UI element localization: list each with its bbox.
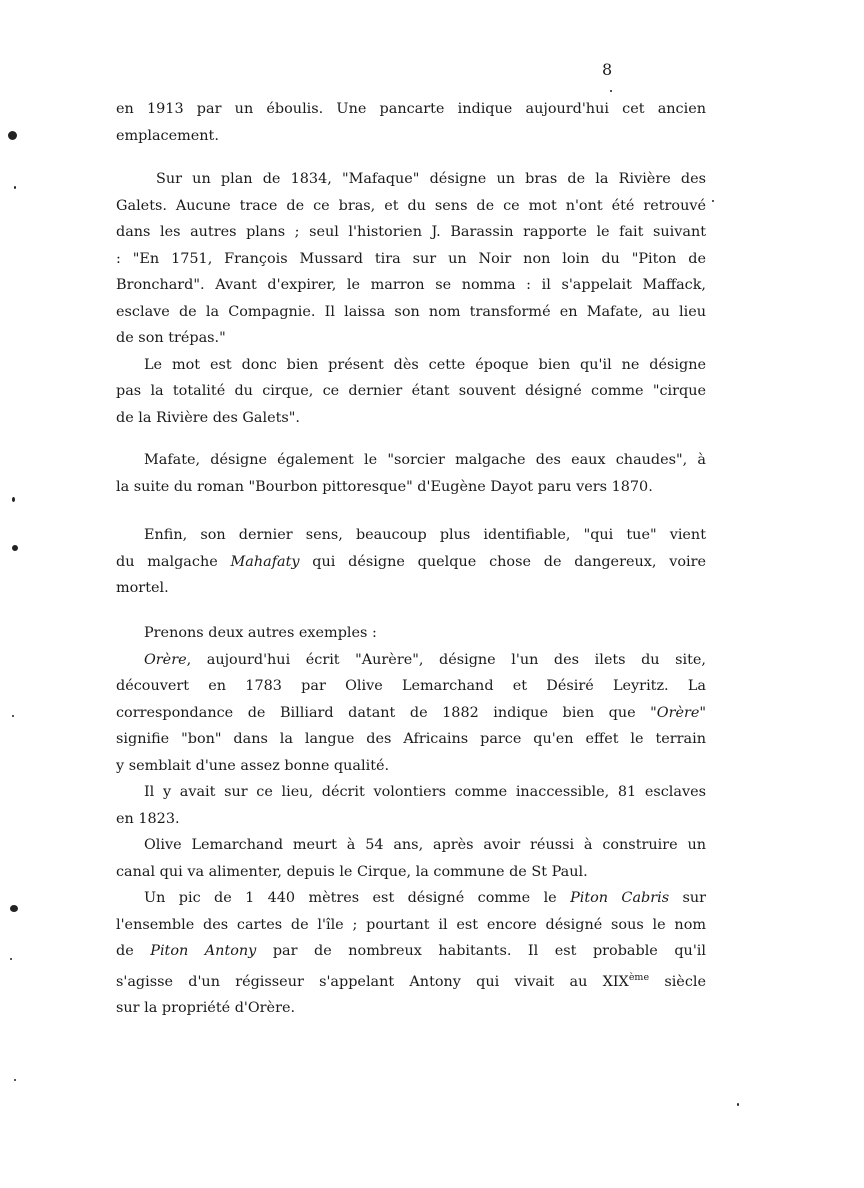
scan-speck <box>610 90 612 92</box>
italic-term: Piton Cabris <box>570 890 670 906</box>
scan-speck <box>10 958 12 960</box>
text-line: Mafate, désigne également le "sorcier malgache des eaux chaudes", à <box>144 452 706 468</box>
italic-term: Mahafaty <box>230 553 300 570</box>
scan-speck <box>10 905 18 912</box>
italic-term: Piton Antony <box>150 943 257 959</box>
text-line: Il y avait sur ce lieu, décrit volontiers comme inaccessible, 81 esclaves <box>144 784 706 800</box>
italic-term: Orère <box>656 704 700 721</box>
scan-speck <box>8 131 17 140</box>
text-run: sur <box>669 890 707 906</box>
text-line: mortel. <box>116 580 169 596</box>
scan-speck <box>12 545 18 551</box>
text-line: Le mot est donc bien présent dès cette époque bien qu'il ne désigne <box>144 356 706 373</box>
text-line: Olive Lemarchand meurt à 54 ans, après avoir réussi à construire un <box>144 837 706 853</box>
scan-speck <box>12 715 14 717</box>
text-line: emplacement. <box>116 127 219 144</box>
text-run: s'agisse d'un régisseur s'appelant Antony qui vivait au XIX <box>116 973 629 990</box>
scan-speck <box>14 1079 16 1081</box>
text-line <box>116 700 706 727</box>
text-line <box>116 549 706 576</box>
text-line: la suite du roman "Bourbon pittoresque" d'Eugène Dayot paru vers 1870. <box>116 478 653 495</box>
text-run: par de nombreux habitants. Il est probable qu'il <box>256 943 706 959</box>
text-run: de <box>116 943 151 959</box>
text-line: : "En 1751, François Mussard tira sur un Noir non loin du "Piton de <box>116 250 706 267</box>
scan-speck <box>712 200 714 202</box>
text-line: en 1913 par un éboulis. Une pancarte indique aujourd'hui cet ancien <box>116 101 706 117</box>
text-line: de son trépas." <box>116 330 226 346</box>
text-run: correspondance de Billiard datant de 1882 indique bien que " <box>116 704 657 721</box>
italic-term: Orère <box>144 651 187 668</box>
text-run: , aujourd'hui écrit "Aurère", désigne l'un des ilets du site, <box>186 651 706 668</box>
text-line <box>116 885 706 912</box>
paragraph-3 <box>116 447 706 500</box>
text-line: signifie "bon" dans la langue des Africains parce qu'en effet le terrain <box>116 731 706 747</box>
text-line: sur la propriété d'Orère. <box>116 1000 296 1016</box>
text-line: l'ensemble des cartes de l'île ; pourtant il est encore désigné sous le nom <box>116 916 706 933</box>
paragraph-2 <box>116 166 706 431</box>
scan-speck <box>12 497 15 502</box>
text-line <box>116 965 706 996</box>
text-line: Enfin, son dernier sens, beaucoup plus identifiable, "qui tue" vient <box>144 527 706 543</box>
paragraph-5 <box>116 620 706 1022</box>
scan-speck <box>14 186 16 189</box>
text-run: Un pic de 1 440 mètres est désigné comme le <box>144 890 571 906</box>
text-line: découvert en 1783 par Olive Lemarchand et Désiré Leyritz. La <box>116 678 706 694</box>
superscript: ème <box>628 971 650 983</box>
text-line <box>116 938 706 965</box>
text-line: canal qui va alimenter, depuis le Cirque, la commune de St Paul. <box>116 863 588 880</box>
text-line: dans les autres plans ; seul l'historien J. Barassin rapporte le fait suivant <box>116 224 706 240</box>
text-run: " <box>699 704 706 721</box>
text-line: Prenons deux autres exemples : <box>144 625 377 641</box>
text-line: Galets. Aucune trace de ce bras, et du sens de ce mot n'ont été retrouvé <box>116 197 706 214</box>
scan-speck <box>737 1103 739 1106</box>
text-line: Sur un plan de 1834, "Mafaque" désigne un bras de la Rivière des <box>156 171 706 187</box>
text-run: qui désigne quelque chose de dangereux, voire <box>299 553 707 570</box>
text-run: siècle <box>649 973 706 990</box>
paragraph-1 <box>116 96 706 149</box>
text-run: du malgache <box>116 553 231 570</box>
text-line: Bronchard". Avant d'expirer, le marron se nomma : il s'appelait Maffack, <box>116 277 706 293</box>
text-line: en 1823. <box>116 810 180 827</box>
page-number: 8 <box>602 60 613 79</box>
text-line <box>116 647 706 674</box>
text-line: y semblait d'une assez bonne qualité. <box>116 757 390 774</box>
text-line: pas la totalité du cirque, ce dernier étant souvent désigné comme "cirque <box>116 383 706 399</box>
text-line: esclave de la Compagnie. Il laissa son nom transformé en Mafate, au lieu <box>116 303 706 320</box>
text-line: de la Rivière des Galets". <box>116 409 300 426</box>
paragraph-4 <box>116 522 706 602</box>
